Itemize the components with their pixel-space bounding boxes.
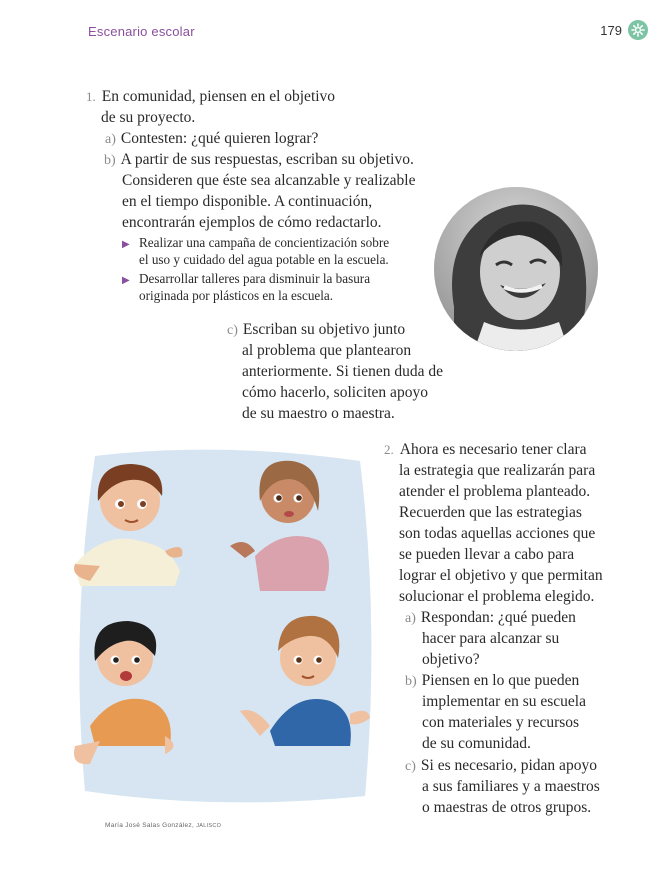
item2-line8: solucionar el problema elegido. <box>399 588 595 605</box>
item2-b-line4: de su comunidad. <box>422 735 531 752</box>
item2-line5: son todas aquellas acciones que <box>399 525 596 542</box>
item2-line4: Recuerden que las estrategias <box>399 504 582 521</box>
page-number: 179 <box>600 22 622 38</box>
item2-line7: lograr el objetivo y que permitan <box>399 567 603 584</box>
item2-b-line2: implementar en su escuela <box>422 693 586 710</box>
item1-b-line3: en el tiempo disponible. A continuación, <box>122 193 373 210</box>
item1-b-line4: encontrarán ejemplos de cómo redactarlo. <box>122 214 382 231</box>
item1-number: 1. <box>86 89 96 104</box>
bullet-2: ▶ Desarrollar talleres para disminuir la basura originada por plásticos en la escuela. <box>122 271 371 303</box>
item2-a-line2: hacer para alcanzar su <box>422 630 560 647</box>
item2-line6: se pueden llevar a cabo para <box>399 546 575 563</box>
item2-c-line2: a sus familiares y a maestros <box>422 778 600 795</box>
item2-a-line3: objetivo? <box>422 651 480 668</box>
gear-icon <box>628 20 648 40</box>
item1-c-line2: al problema que plantearon <box>242 342 412 359</box>
item2-line3: atender el problema planteado. <box>399 483 591 500</box>
section-title: Escenario escolar <box>88 24 195 39</box>
bullet-1: ▶ Realizar una campaña de concientización sobre el uso y cuidado del agua potable en la escuela. <box>122 235 390 267</box>
item1-b-line2: Consideren que éste sea alcanzable y realizable <box>122 172 416 189</box>
item1-c-line4: cómo hacerlo, soliciten apoyo <box>242 384 428 401</box>
item1-c-line3: anteriormente. Si tienen duda de <box>242 363 444 380</box>
children-illustration <box>70 446 378 811</box>
item1-b-line1: b) A partir de sus respuestas, escriban su objetivo. <box>104 151 414 168</box>
item1-a: a) Contesten: ¿qué quieren lograr? <box>105 130 319 147</box>
item2-b-line1: b) Piensen en lo que pueden <box>405 672 580 689</box>
bullet-triangle-icon: ▶ <box>122 239 130 250</box>
bullet-triangle-icon: ▶ <box>122 275 130 286</box>
item1-c-line1: c) Escriban su objetivo junto <box>227 321 406 338</box>
girl-photo <box>434 187 598 351</box>
item1-line1: 1. En comunidad, piensen en el objetivo <box>86 88 336 105</box>
item2-b-line3: con materiales y recursos <box>422 714 580 731</box>
item1-line2: de su proyecto. <box>101 109 196 126</box>
item2-line2: la estrategia que realizarán para <box>399 462 596 479</box>
item2-number: 2. <box>384 442 394 457</box>
page-number-block <box>600 20 648 40</box>
item2-c-line1: c) Si es necesario, pidan apoyo <box>405 757 597 774</box>
item2-a-line1: a) Respondan: ¿qué pueden <box>405 609 576 626</box>
illustration-credit: María José Salas González, JALISCO <box>105 822 222 829</box>
item2-c-line3: o maestras de otros grupos. <box>422 799 592 816</box>
item1-c-line5: de su maestro o maestra. <box>242 405 395 422</box>
item2-line1: 2. Ahora es necesario tener clara <box>384 441 587 458</box>
